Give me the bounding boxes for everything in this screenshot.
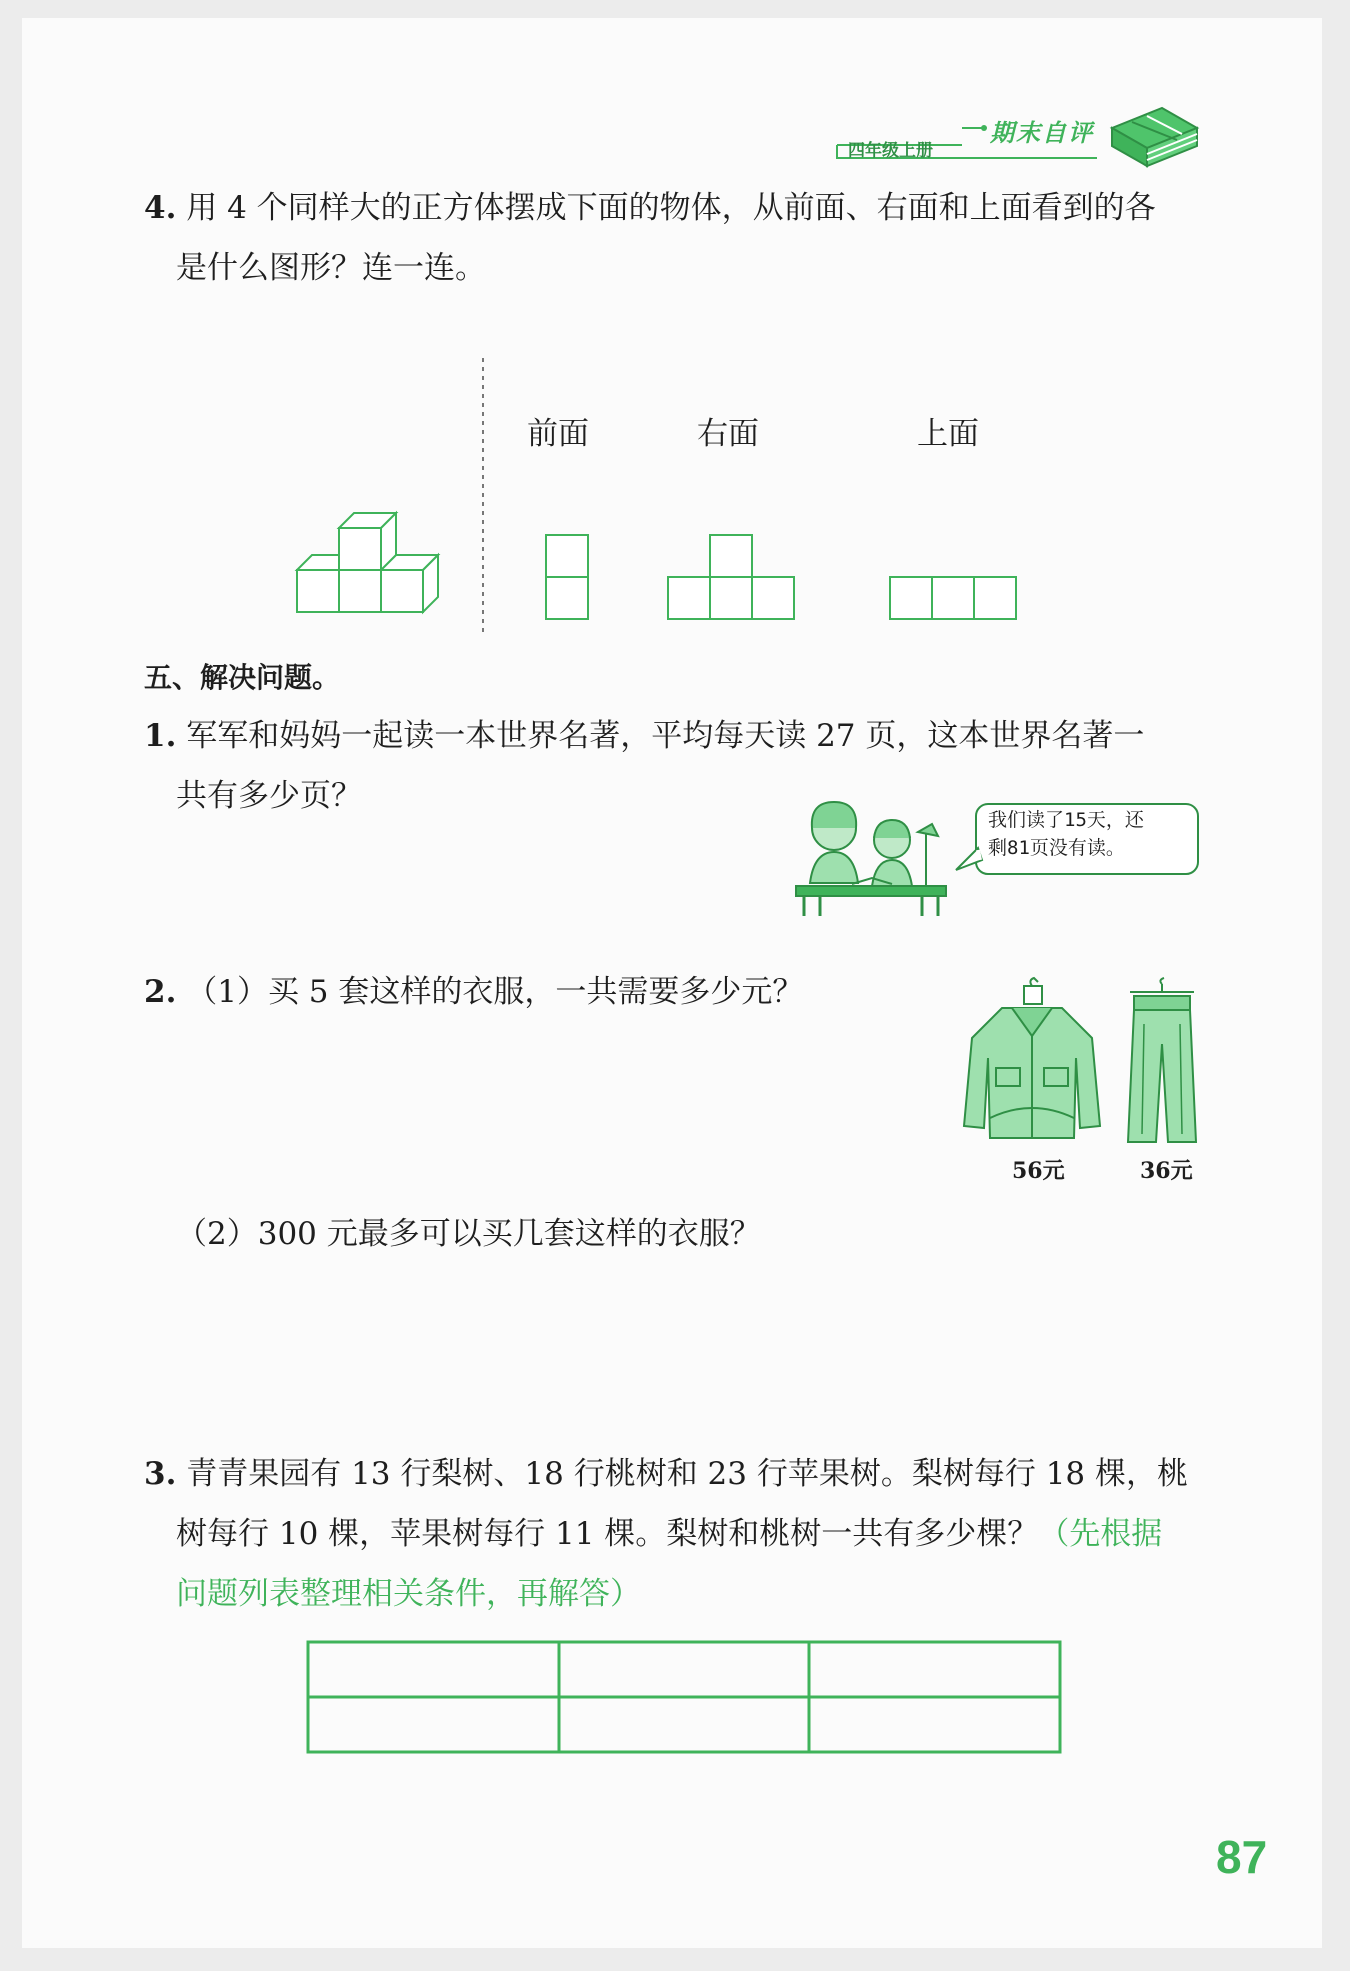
- view-label-front: 前面: [527, 416, 589, 452]
- problem-text-cont: 树每行 10 棵，苹果树每行 11 棵。梨树和桃树一共有多少棵？: [176, 1516, 1039, 1552]
- bubble-line-1: 我们读了15天，还: [988, 809, 1144, 831]
- jacket-price: 56元: [1012, 1158, 1065, 1184]
- hint-text-cont: 问题列表整理相关条件，再解答）: [176, 1576, 641, 1612]
- problem-text-cont: 共有多少页？: [176, 778, 362, 814]
- answer-table-grid: [22, 18, 1322, 1918]
- problem-text: 青青果园有 13 行梨树、18 行桃树和 23 行苹果树。梨树每行 18 棵，桃: [186, 1456, 1188, 1492]
- bubble-line-2: 剩81页没有读。: [988, 837, 1125, 859]
- problem-part-1: （1）买 5 套这样的衣服，一共需要多少元？: [186, 974, 804, 1010]
- problem-2-part-2: （2）300 元最多可以买几套这样的衣服？: [176, 1216, 761, 1252]
- question-text: 用 4 个同样大的正方体摆成下面的物体，从前面、右面和上面看到的各: [186, 190, 1156, 226]
- view-label-right: 右面: [697, 416, 759, 452]
- grade-label: 四年级上册: [848, 141, 933, 161]
- view-label-top: 上面: [917, 416, 979, 452]
- question-text-cont: 是什么图形？连一连。: [176, 250, 486, 286]
- section-title: 五、解决问题。: [144, 661, 341, 694]
- hint-text: （先根据: [1038, 1516, 1163, 1552]
- badge-label: 期末自评: [990, 119, 1094, 147]
- pants-price: 36元: [1140, 1158, 1193, 1184]
- problem-text: 军军和妈妈一起读一本世界名著，平均每天读 27 页，这本世界名著一: [186, 718, 1145, 754]
- page-number: 87: [1216, 1831, 1268, 1883]
- problem-number: 3.: [144, 1456, 177, 1492]
- workbook-page: [22, 18, 1322, 1948]
- problem-number: 2.: [144, 974, 177, 1010]
- question-number: 4.: [144, 190, 177, 226]
- problem-number: 1.: [144, 718, 177, 754]
